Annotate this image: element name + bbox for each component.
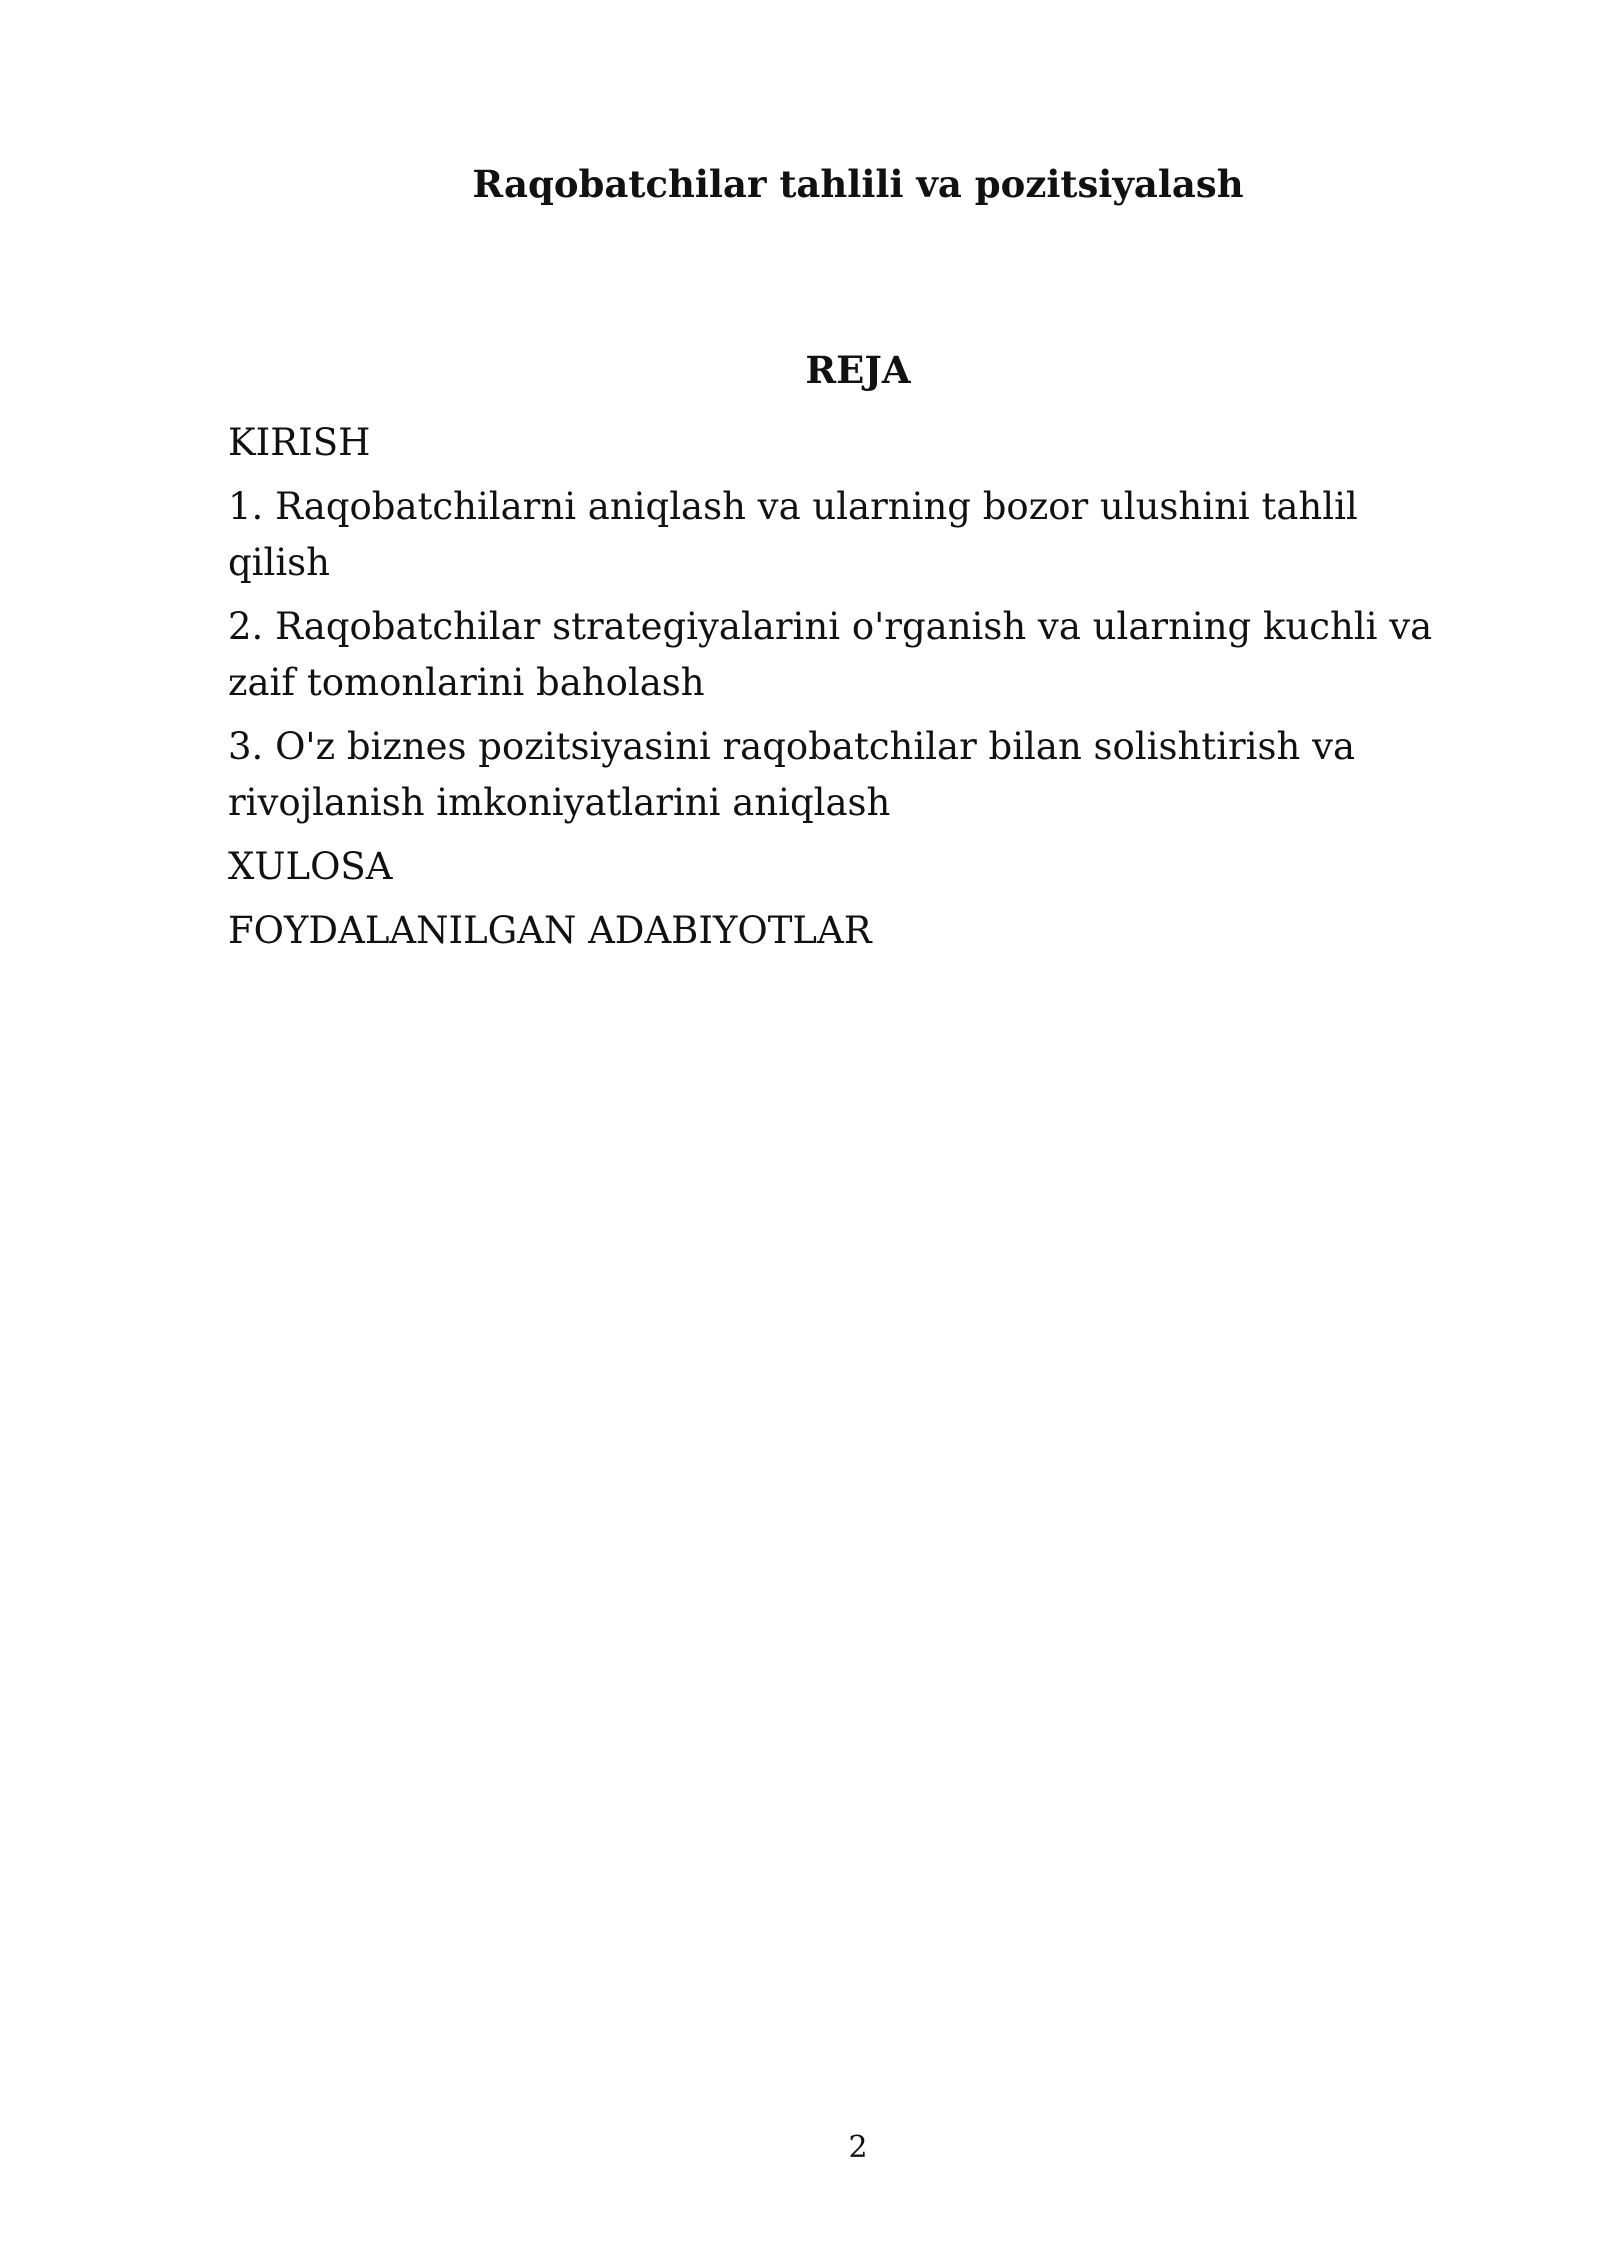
plan-item-1: 1. Raqobatchilarni aniqlash va ularning bozor ulushini tahlil qilish: [228, 485, 1358, 584]
plan-heading: REJA: [805, 348, 911, 392]
page-number: 2: [848, 2130, 868, 2165]
plan-item-references: FOYDALANILGAN ADABIYOTLAR: [228, 909, 872, 952]
plan-item-conclusion: XULOSA: [228, 845, 393, 888]
plan-item-2: 2. Raqobatchilar strategiyalarini o'rganish va ularning kuchli va zaif tomonlarini baholash: [228, 605, 1433, 704]
plan-list: [228, 415, 1468, 967]
document-title: Raqobatchilar tahlili va pozitsiyalash: [472, 162, 1244, 206]
plan-item-3: 3. O'z biznes pozitsiyasini raqobatchilar bilan solishtirish va rivojlanish imkoniyatlarini aniqlash: [228, 725, 1356, 824]
plan-item-introduction: KIRISH: [228, 421, 371, 464]
